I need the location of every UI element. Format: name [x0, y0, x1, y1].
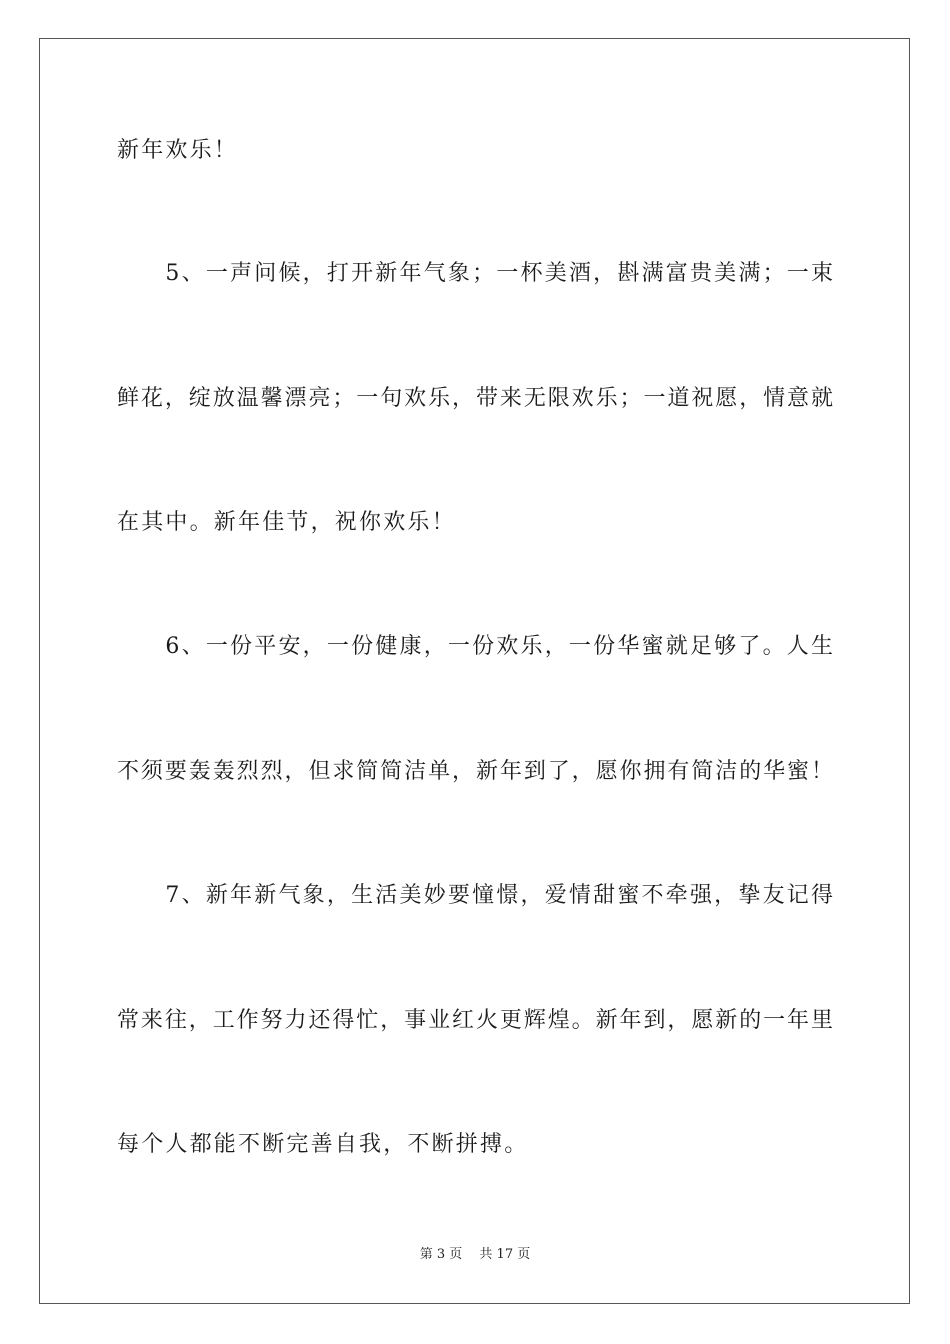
- text-line-4: 在其中。新年佳节，祝你欢乐！: [117, 510, 456, 535]
- text-line-7: 7、新年新气象，生活美妙要憧憬，爱情甜蜜不牵强，挚友记得: [117, 883, 833, 908]
- text-line-6: 不须要轰轰烈烈，但求简简洁单，新年到了，愿你拥有简洁的华蜜！: [117, 759, 833, 784]
- text-line-1: 新年欢乐！: [117, 138, 239, 163]
- text-line-9: 每个人都能不断完善自我，不断拼搏。: [117, 1132, 529, 1157]
- text-line-8: 常来往，工作努力还得忙，事业红火更辉煌。新年到，愿新的一年里: [117, 1008, 833, 1033]
- text-line-2: 5、一声问候，打开新年气象；一杯美酒，斟满富贵美满；一束: [117, 261, 833, 286]
- text-line-3: 鲜花，绽放温馨漂亮；一句欢乐，带来无限欢乐；一道祝愿，情意就: [117, 386, 833, 411]
- page-frame: [39, 38, 910, 1304]
- page-number-footer: 第 3 页 共 17 页: [419, 1247, 531, 1262]
- text-line-5: 6、一份平安，一份健康，一份欢乐，一份华蜜就足够了。人生: [117, 634, 833, 659]
